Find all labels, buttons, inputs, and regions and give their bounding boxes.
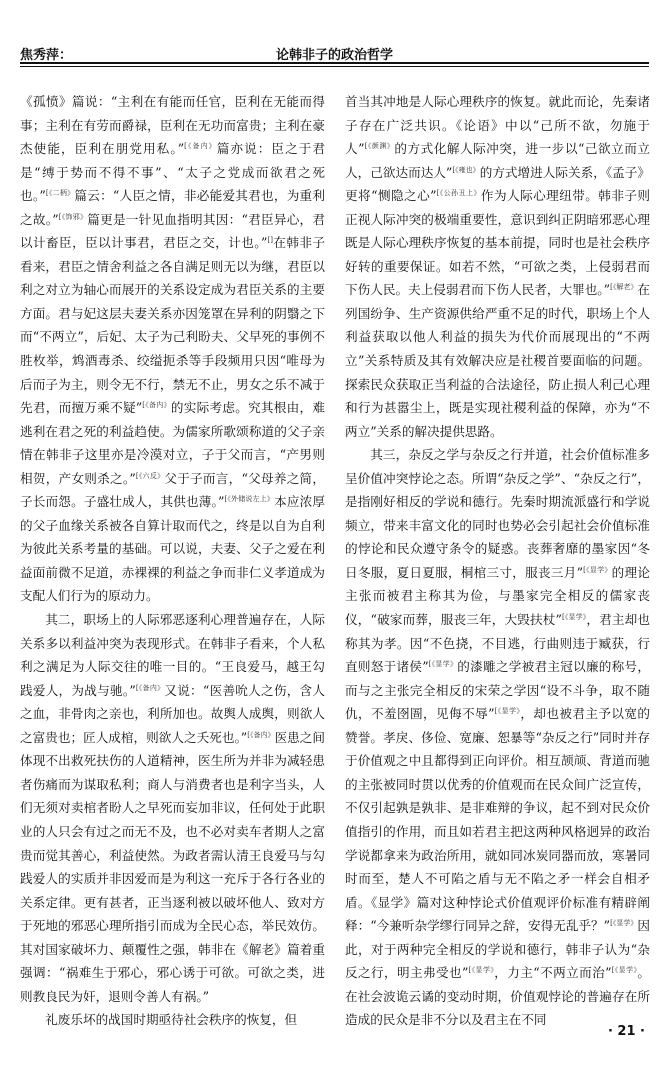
citation-note: [《饰邪》 (58, 212, 88, 221)
body-text: 作为人际心理纽带。韩非子则正视人际冲突的极端重要性，意识到纠正阴暗邪恶心理既是人际心理秩序恢复的基本前提，同时也是社会秩序好转的重要保证。如若不然，“可欲之类，上侵弱君而下伤人民。夫上侵弱君而下伤人民者，大罪也。” (345, 188, 650, 298)
citation-note: [《二柄》 (45, 189, 75, 197)
citation-note: [《显学》 (468, 966, 495, 975)
body-text: 其三，杂反之学与杂反之行并道，社会价值标准多呈价值冲突悖论之态。所谓“杂反之学”、“杂反之行”，是指刚好相反的学说和德行。先秦时期流派盛行和学说频立，带来丰富文化的同时也势必会引起社会价值标准的悖论和民众遵守条令的疑惑。丧葬奢靡的墨家因“冬日冬服，夏日夏服，桐棺三寸，服丧三月” (345, 447, 650, 580)
body-text: 又说：“医善吮人之伤，含人之血，非骨肉之亲也，利所加也。故舆人成舆，则欲人之富贵也；匠人成棺，则欲人之夭死也。” (20, 682, 326, 745)
body-paragraph (345, 443, 650, 1032)
body-text: 。在社会波诡云谲的变动时期，价值观悖论的普遍存在所造成的民众是非不分以及君主在不同 (345, 965, 650, 1028)
body-paragraph (20, 608, 325, 1008)
body-text: ，却也被君主予以宽的赞誉。孝戾、侈俭、宽廉、恕暴等“杂反之行”同时并存于价值观之中且都得到正向评价。相互颉颃、背道而驰的主张被同时贯以优秀的价值观而在民众间广泛宣传，不仅引起孰是孰非、是非难辩的争议，起不到对民众价值指引的作用，而且如若君主把这两种风格迥异的政治学说都拿来为政治所用，就如同冰炭同器而放，寒暑同时而至，楚人不可陷之盾与无不陷之矛一样会自相矛盾。《显学》篇对这种悖论式价值观评价标准有精辟阐释：“今兼听杂学缪行同异之辞，安得无乱乎？” (345, 706, 651, 934)
right-text-column (345, 90, 651, 1028)
citation-note: [《解老》 (610, 283, 638, 292)
citation-note: [《公孙丑上》 (436, 189, 481, 197)
body-text: 篇云：“人臣之情，非必能爱其君也，为重利之故。” (20, 188, 325, 227)
citation-note: [《显学》 (583, 565, 612, 574)
citation-note: [《备内》 (135, 683, 165, 692)
body-text: 首当其冲地是人际心理秩序的恢复。就此而论，先秦诸子存在广泛共识。《论语》中以“己所不欲，勿施于人” (345, 94, 650, 157)
body-text: ，力主“不两立而治” (494, 965, 612, 981)
body-text: 的理论主张而被君主称其为俭，与墨家完全相反的儒家丧仪，“破家而葬，服丧三年，大毁扶杖” (345, 564, 651, 628)
citation-note: [《外储说左上》 (224, 495, 275, 504)
citation-note: [《显学》 (611, 966, 638, 975)
body-text: 《孤愤》篇说：“主利在有能而任官，臣利在无能而得事；主利在有劳而爵禄，臣利在无功而富贵；主利在豪杰使能，臣利在朋党用私。” (20, 94, 325, 157)
citation-note: [《备内》 (247, 730, 275, 739)
header-author: 焦秀萍： (20, 48, 73, 63)
header-rule (20, 62, 649, 67)
body-text: 的方式化解人际冲突，进一步以“己欲立而立人，己欲达而达人” (345, 141, 650, 180)
body-text: 其二，职场上的人际邪恶逐利心理普遍存在，人际关系多以利益冲突为表现形式。在韩非子看来，个人私利之满足为人际交往的唯一目的。“王良爱马，越王勾践爱人，为战与驰。” (20, 612, 325, 698)
body-text: 的方式增进人际关系，《孟子》更将“恻隐之心” (345, 164, 650, 204)
body-text: 因此，对于两种完全相反的学说和德行，韩非子认为“杂反之行，明主弗受也” (345, 918, 650, 981)
citation-note: [《显学》 (428, 659, 458, 668)
page-number: · 21 · (607, 1024, 645, 1039)
body-text: 礼废乐坏的战国时期亟待社会秩序的恢复，但 (45, 1012, 298, 1028)
citation-note: [《备内》 (184, 141, 217, 150)
citation-note: [《颜渊》 (364, 141, 395, 150)
body-paragraph (345, 90, 650, 443)
body-text: 在列国纷争、生产资源供给严重不足的时代，职场上个人利益获取以他人利益的损失为代价而展现出的“不两立”关系特质及其有效解决应是社稷首要面临的问题。探索民众获取正当利益的合法途径，防止损人利己心理和行为甚嚣尘上，既是实现社稷利益的保障，亦为“不两立”关系的解决提供思路。 (345, 282, 650, 439)
body-text: 篇亦说：臣之于君是“缚于势而不得不事”、“太子之党成而欲君之死也。” (20, 141, 326, 204)
body-paragraph (20, 1008, 325, 1032)
citation-note: [《六反》 (135, 471, 165, 480)
body-text: 篇更是一针见血指明其因：“君臣异心，君以计畜臣，臣以计事君，君臣之交，计也。” (20, 211, 326, 251)
left-text-column (20, 90, 326, 1028)
body-text: 的实际考虑。究其根由，难逃利在君之死的利益趋使。为儒家所歌颂称道的父子亲情在韩非子这里亦是冷漠对立，子于父而言，“产男则相贺，产女则杀之。” (20, 400, 325, 486)
header-article-title: 论韩非子的政治哲学 (275, 48, 393, 63)
body-text: ，君主却也称其为孝。因“不色挠，不目逃，行曲则违于臧获，行直则怒于诸侯” (345, 612, 650, 675)
citation-note: [《雍也》 (452, 165, 480, 174)
citation-note: [《显学》 (494, 707, 521, 716)
body-paragraph (20, 90, 325, 608)
body-text: 父于子而言，“父母养之简，子长而怨。子盛壮成人，其供也薄。” (20, 470, 326, 510)
body-text: 在韩非子看来，君臣之情舍利益之各自满足则无以为继，君臣以利之对立为轴心而展开的关系设定成为君臣关系的主要方面。君与妃这层夫妻关系亦因笼罩在异利的阴翳之下而“不两立”，后妃、太子为己利盼夫、父早死的事例不胜枚举，鸩酒毒杀、绞缢扼杀等手段频用只因“唯母为后而子为主，则令无不行，禁无不止，男女之乐不减于先君，而擅万乘不疑” (20, 235, 326, 416)
citation-note: [] (267, 236, 273, 245)
body-text: 的漆雕之学被君主冠以廉的称号，而与之主张完全相反的宋荣之学因“设不斗争，取不随仇，不羞囹圄，见侮不辱” (345, 659, 651, 722)
body-text: 医患之间体现不出救死扶伤的人道精神，医生所为并非为减轻患者伤痛而为谋取私利；商人与消费者也是利字当头，人们无须对卖棺者盼人之早死而妄加非议，任何处于此职业的人只会有过之而无不及，也不必对卖车者期人之富贵而觉其善心，利益使然。为政者需认清王良爱马与勾践爱人的实质并非因爱而是为利这一充斥于各行各业的关系定律。更有甚者，正当逐利被以破坏他人、致对方于死地的邪恶心理所指引而成为全民心态，举民效仿。其对国家破坏力、颠覆性之强，韩非在《解老》篇着重强调：“祸难生于邪心，邪心诱于可欲。可欲之类，进则教良民为奸，退则令善人有祸。” (20, 729, 326, 1004)
citation-note: [《显学》 (561, 612, 587, 621)
citation-note: [《显学》 (610, 918, 638, 927)
citation-note: [《备内》 (142, 400, 171, 409)
body-text: 本应浓厚的父子血缘关系被各自算计取而代之，终是以自为自利为彼此关系考量的基础。可以说，夫妻、父子之爱在利益面前微不足道，赤裸裸的利益之争而非仁义孝道成为支配人们行为的原动力。 (20, 494, 325, 604)
